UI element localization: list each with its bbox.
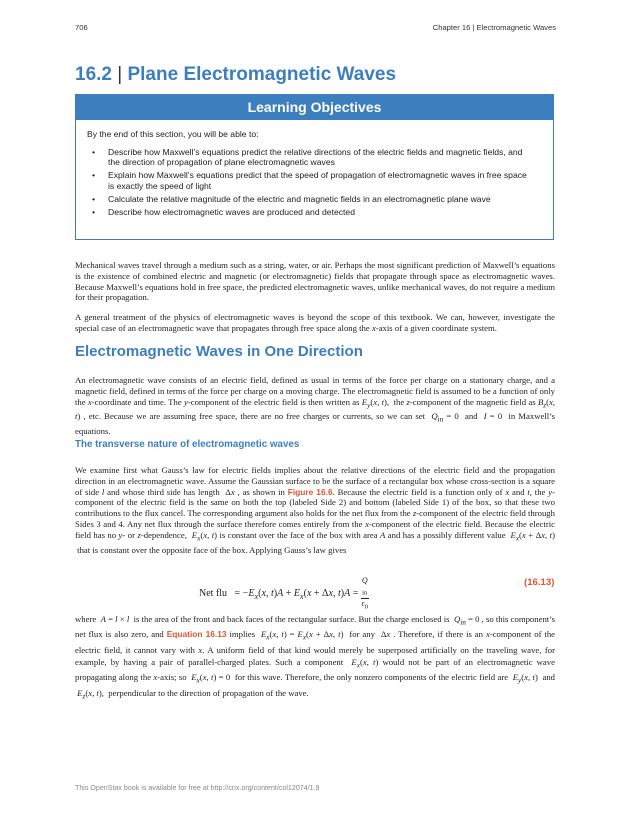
heading-one-direction: Electromagnetic Waves in One Direction	[75, 343, 363, 360]
section-number: 16.2	[75, 64, 112, 85]
section-title	[75, 64, 396, 86]
transverse-paragraph: We examine first what Gauss’s law for electric fields implies about the relative directions of the electric field and the propagation direction in an electromagnetic wave. Assume the Gaussian surface to be the surface of a rectangular box whose cross-section is a square of side l and whose third side has length Δx , as shown in Figure 16.6. Because the electric field is a function only of x and t, the y-component of the electric field is the same on both the top (labeled Side 2) and bottom (labeled Side 1) of the box, so that these two contributions to the flux cancel. The corresponding argument also holds for the net flux from the z-component of the electric field through Sides 3 and 4. Any net flux through the surface therefore comes entirely from the x-component of the electric field. Because the electric field has no y- or z-dependence, $E_x(x$, t) is constant over the face of the box with area A and has a possibly different value $E_x(x + \Delta x$, t) that is constant over the opposite face of the box. Applying Gauss’s law gives	[75, 464, 555, 555]
equation-number: (16.13)	[524, 577, 555, 588]
equation-16-13: Net flu = $-E_x(x$, $t)A + E_x(x + \Delta x$, t)A = Q $_{in}$ $\varepsilon_0$	[199, 576, 369, 611]
p2-text-a: A general treatment of the physics of electromagnetic waves is beyond the scope of this textbook. We can, however, investigate the special case of an electromagnetic wave that propagates through free space along the	[75, 311, 555, 333]
intro-paragraph: Mechanical waves travel through a medium such as a string, water, or air. Perhaps the most significant prediction of Maxwell’s equations is the existence of combined electric and magnetic (or electromagnetic) fields that propagate through space as electromagnetic waves. Because Maxwell’s equations hold in free space, the predicted electromagnetic waves, unlike mechanical waves, do not require a medium for their propagation.	[75, 259, 555, 303]
general-treatment-paragraph	[75, 312, 555, 334]
conclusion-paragraph: where A = l × l is the area of the front and back faces of the rectangular surface. But the charge enclosed is $Q_{in} = 0$ , so this component’s net flux is also zero, and Equation 16.13 implies $E_x(x$, $t) = E_x(x + \Delta x$, t) for any Δx . Therefore, if there is an x-component of the electric field, it cannot vary with x. A uniform field of that kind would merely be superposed artificially on the traveling wave, for example, by having a pair of parallel-charged plates. Such a component $E_x(x$, t) would not be part of an electromagnetic wave propagating along the x-axis; so $E_x(x$, t) = 0 for this wave. Therefore, the only nonzero components of the electric field are $E_y(x$, t) and $E_z(x$, t), perpendicular to the direction of propagation of the wave.	[75, 613, 556, 701]
section-title-text: Plane Electromagnetic Waves	[127, 64, 397, 85]
learning-objectives-box	[75, 94, 554, 240]
p2-text-b: -axis of a given coordinate system.	[375, 322, 497, 333]
learning-objectives-list	[92, 147, 532, 220]
charge-over-epsilon-fraction: Q $_{in}$ $\varepsilon_0$	[361, 576, 369, 611]
learning-objectives-intro: By the end of this section, you will be able to:	[87, 129, 259, 139]
equation-link[interactable]: Equation 16.13	[166, 629, 227, 640]
equation-label: Net flu	[199, 587, 228, 599]
chapter-header: Chapter 16 | Electromagnetic Waves	[432, 23, 556, 32]
one-direction-paragraph: An electromagnetic wave consists of an electric field, defined as usual in terms of the force per charge on a stationary charge, and a magnetic field, defined in terms of the force per charge on a moving charge. The electromagnetic field is assumed to be a function of only the x-coordinate and time. The y-component of the electric field is then written as $E_y(x$, t), the z-component of the magnetic field as $B_z(x$, t) , etc. Because we are assuming free space, there are no free charges or currents, so we can set $Q_{in} = 0$ and I = 0 in Maxwell’s equations.	[75, 374, 556, 436]
page-footer: This OpenStax book is available for free at http://cnx.org/content/col12074/1.9	[75, 784, 320, 792]
learning-objectives-heading: Learning Objectives	[76, 95, 553, 120]
objective-item: • Describe how electromagnetic waves are produced and detected	[92, 207, 532, 217]
objective-item: • Calculate the relative magnitude of the electric and magnetic fields in an electromagnetic plane wave	[92, 194, 532, 204]
subheading-transverse: The transverse nature of electromagnetic waves	[75, 439, 300, 450]
objective-item: • Describe how Maxwell’s equations predict the relative directions of the electric fields and magnetic fields, and the direction of propagation of plane electromagnetic waves	[92, 147, 532, 168]
figure-link[interactable]: Figure 16.6	[287, 486, 333, 497]
p2-axis: x	[371, 322, 376, 333]
page-number: 706	[75, 23, 88, 32]
title-separator: |	[117, 64, 123, 85]
objective-item: • Explain how Maxwell’s equations predict that the speed of propagation of electromagnetic waves in free space is exactly the speed of light	[92, 170, 532, 191]
